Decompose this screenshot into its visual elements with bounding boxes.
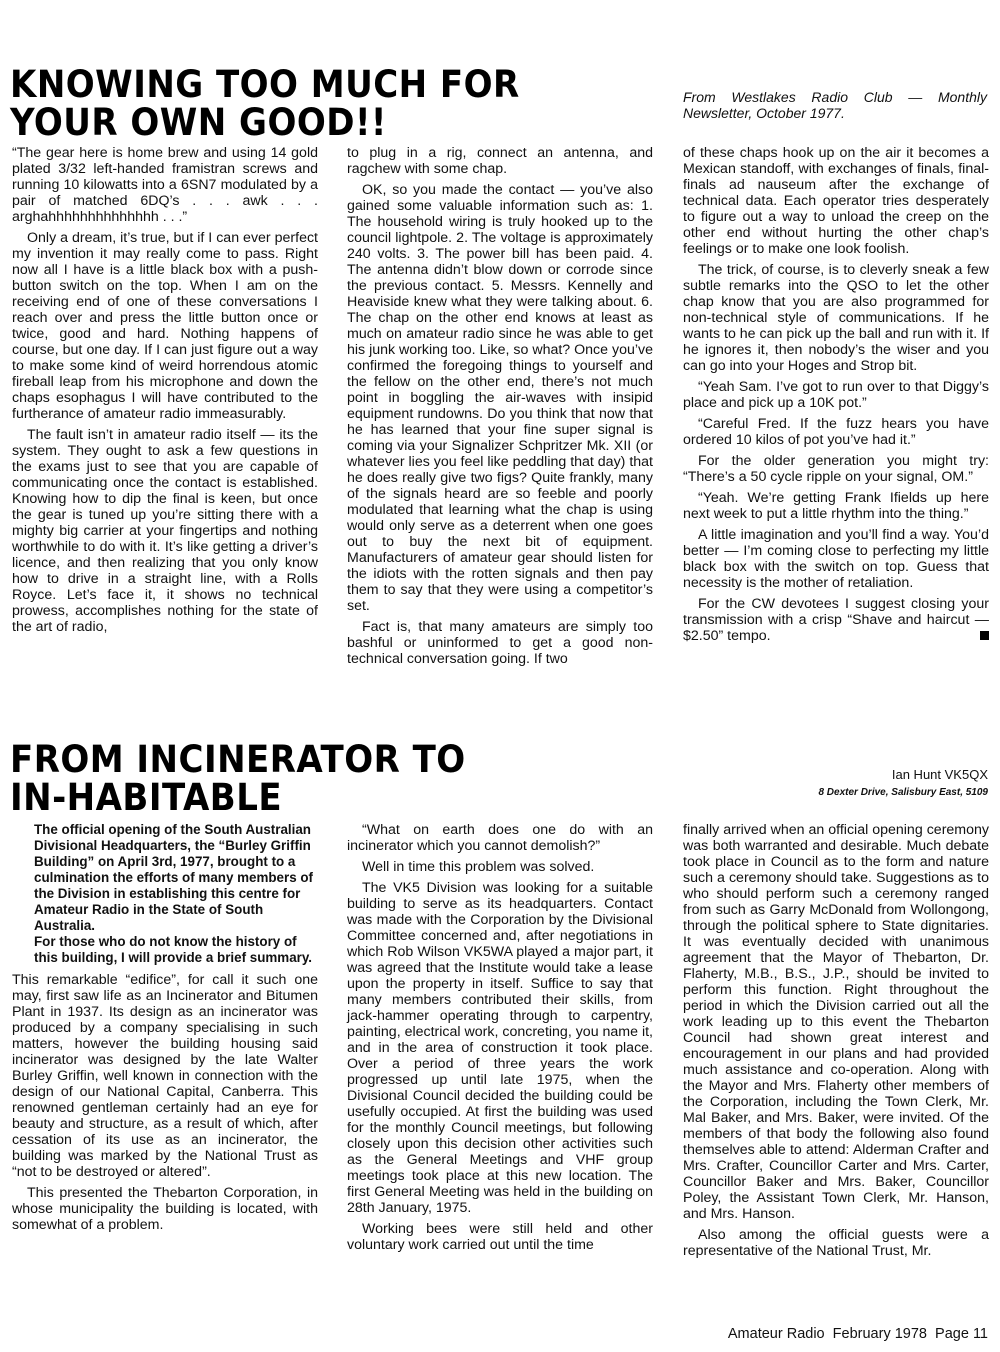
closing-text: For the CW devotees I suggest closing your transmission with a crisp “Shave and haircut — $2.50” tempo.	[683, 596, 989, 644]
title-line-2: IN-HABITABLE	[10, 776, 283, 819]
page-footer	[728, 1326, 988, 1342]
article-column-2	[347, 822, 653, 1258]
article-column-3	[683, 145, 989, 649]
title-line-1: KNOWING TOO MUCH FOR	[10, 63, 520, 106]
paragraph: Only a dream, it’s true, but if I can ever perfect my invention it may really come to pass. Right now all I have is a little black box with a push-button switch on the top. When I am on the receiving end of one of these conversations I reach over and press the little button once or twice, good and hard. Nothing happens of course, but one day. If I can just figure out a way to make some kind of weird horrendous atomic fireball leap from his microphone and down the chaps esophagus I will have contributed to the furtherance of amateur radio immeasurably.	[12, 230, 318, 422]
paragraph: Fact is, that many amateurs are simply too bashful or uninformed to get a good non-technical conversation going. If two	[347, 619, 653, 667]
paragraph: Well in time this problem was solved.	[362, 859, 595, 875]
paragraph: The trick, of course, is to cleverly sneak a few subtle remarks into the QSO to let the other chap know that you are also programmed for non-technical style of communications. If he wants to he can pick up the ball and run with it. If he ignores it, then nobody’s the wiser and you can go into your Hoges and Strop bit.	[683, 262, 989, 374]
article-title	[10, 63, 520, 144]
paragraph-final	[683, 596, 989, 644]
paragraph: “Yeah Sam. I’ve got to run over to that Diggy’s place and pick up a 10K pot.”	[683, 379, 989, 411]
paragraph: of these chaps hook up on the air it becomes a Mexican standoff, with exchanges of finals, final-finals ad nauseum after the exchange of technical data. Each operator tries desperately to figure out a way to unload the creep on the other end without hurting the other chap’s feelings or to make one look foolish.	[683, 145, 989, 257]
paragraph: “Careful Fred. If the fuzz hears you have ordered 10 kilos of pot you’ve had it.”	[683, 416, 989, 448]
article-column-1	[12, 145, 318, 640]
paragraph: “The gear here is home brew and using 14 gold plated 3/32 left-handed framistran screws and running 10 kilowatts into a 6SN7 modulated by a pair of matched 6DQ’s . . . awk . . . arghahhhhhhhhhhhhhh . . .”	[12, 145, 318, 225]
title-line-1: FROM INCINERATOR TO	[10, 738, 466, 781]
intro-paragraph: The official opening of the South Australian Divisional Headquarters, the “Burley Griffin Building” on April 3rd, 1977, brought to a culmination the efforts of many members of the Division in establishing this centre for Amateur Radio in the State of South Australia.	[34, 822, 314, 933]
article-column-3	[683, 822, 989, 1264]
author-name: Ian Hunt VK5QX	[891, 767, 988, 782]
paragraph: Working bees were still held and other voluntary work carried out until the time	[347, 1221, 653, 1253]
paragraph: This remarkable “edifice”, for call it such one may, first saw life as an Incinerator and Bitumen Plant in 1937. Its design as an incinerator was produced by a company specialising in such matters, however the building housing said incinerator was designed by the late Walter Burley Griffin, well known in connection with the design of our National Capital, Canberra. This renowned gentleman certainly had an eye for beauty and structure, as a result of which, after cessation of its use as an incinerator, the building was marked by the National Trust as “not to be destroyed or altered”.	[12, 972, 318, 1180]
byline	[818, 767, 988, 801]
paragraph: The fault isn’t in amateur radio itself — its the system. They ought to ask a few questions in the exams just to see that you are capable of communicating once the contact is established. Knowing how to dip the final is keen, but once the gear is tuned up you’re sitting there with a mighty big carrier at your fingertips and nothing worthwhile to do with it. It’s like getting a driver’s licence, and then realizing that you only know how to drive in a straight line, with a Rolls Royce. Let’s face it, it shows no technical prowess, accomplishes nothing for the state of the art of radio,	[12, 427, 318, 635]
paragraph: to plug in a rig, connect an antenna, and ragchew with some chap.	[347, 145, 653, 177]
paragraph: A little imagination and you’ll find a way. You’d better — I’m coming close to perfecting my little black box with the switch on top. Guess that necessity is the mother of retaliation.	[683, 527, 989, 591]
intro-block	[12, 822, 318, 966]
article-column-1	[12, 822, 318, 1238]
footer-page: Page 11	[935, 1326, 988, 1342]
paragraph: “Yeah. We’re getting Frank Ifields up here next week to put a little rhythm into the thing.”	[683, 490, 989, 522]
paragraph: The VK5 Division was looking for a suitable building to serve as its headquarters. Contact was made with the Corporation by the Divisional Committee concerned and, after negotiations in which Rob Wilson VK5WA played a major part, it was agreed that the Institute would take a lease upon the property in itself. Suffice to say that many members contributed their skills, from jack-hammer operating through to carpentry, painting, electrical work, concreting, you name it, and in the area of construction it took place. Over a period of three years the work progressed up until late 1975, when the Divisional Council decided the building could be usefully occupied. At first the building was used for the monthly Council meetings, but following closely upon this decision other activities such as the General Meetings and VHF group meetings took place at this new location. The first General Meeting was held in the building on 28th January, 1975.	[347, 880, 653, 1216]
footer-magazine: Amateur Radio	[727, 1326, 825, 1342]
footer-date: February 1978	[832, 1326, 927, 1342]
article-column-2	[347, 145, 653, 672]
author-address: 8 Dexter Drive, Salisbury East, 5109	[818, 787, 988, 798]
title-line-2: YOUR OWN GOOD!!	[10, 101, 387, 144]
source-credit: From Westlakes Radio Club — Monthly Newsletter, October 1977.	[683, 89, 987, 121]
paragraph: OK, so you made the contact — you’ve also gained some valuable information such as: 1. The household wiring is truly hooked up to the council lightpole. 2. The voltage is approximately 240 volts. 3. The power bill has been paid. 4. The antenna didn’t blow down or corrode since the previous contact. 5. Messrs. Kennelly and Heaviside knew what they were talking about. 6. The chap on the other end knows at least as much on amateur radio since he was able to get his junk working too. Like, so what? Once you’ve confirmed the foregoing things to yourself and the fellow on the other end, there’s not much point in boggling the air-waves with insipid equipment rundowns. Do you think that now that he has learned that your fine super signal is coming via your Signalizer Schpritzer Mk. XII (or whatever lies you feel like peddling that day) that he does really give two figs? Quite frankly, many of the signals heard are so feeble and poorly modulated that learning what the chap is using would only serve as a deterrent when one goes out to buy the next bit of equipment. Manufacturers of amateur gear should listen for the idiots with the rotten signals and then pay them to say that they were using a competitor’s set.	[347, 182, 654, 614]
paragraph: For the older generation you might try: “There’s a 50 cycle ripple on your signal, OM.”	[683, 453, 989, 485]
paragraph: “What on earth does one do with an incinerator which you cannot demolish?”	[347, 822, 653, 854]
paragraph: Also among the official guests were a representative of the National Trust, Mr.	[683, 1227, 989, 1259]
paragraph: finally arrived when an official opening ceremony was both warranted and desirable. Much debate took place in Council as to the form and nature such a ceremony should take. Suggestions as to who should perform such a ceremony ranged from such as Garry McDonald from Wollongong, through the political sphere to State dignitaries. It was eventually decided with unanimous agreement that the Mayor of Thebarton, Dr. Flaherty, M.B., B.S., J.P., should be invited to perform this function. Right throughout the period in which the Division carried out all the work leading up to this event the Thebarton Council had shown great interest and encouragement in our plans and had provided much assistance and co-operation. Along with the Mayor and Mrs. Flaherty other members of the Corporation, including the Town Clerk, Mr. Mal Baker, and Mrs. Baker, were invited. Of the members of that body the following also found themselves able to attend: Alderman Crafter and Mrs. Crafter, Councillor Carter and Mrs. Carter, Councillor Baker and Mrs. Baker, Councillor Poley, the Assistant Town Clerk, Mr. Hanson, and Mrs. Hanson.	[683, 822, 989, 1222]
end-mark-icon	[980, 631, 989, 640]
paragraph: This presented the Thebarton Corporation, in whose municipality the building is located, with somewhat of a problem.	[12, 1185, 318, 1233]
intro-paragraph: For those who do not know the history of this building, I will provide a brief summary.	[34, 934, 313, 965]
article-title	[10, 738, 466, 819]
